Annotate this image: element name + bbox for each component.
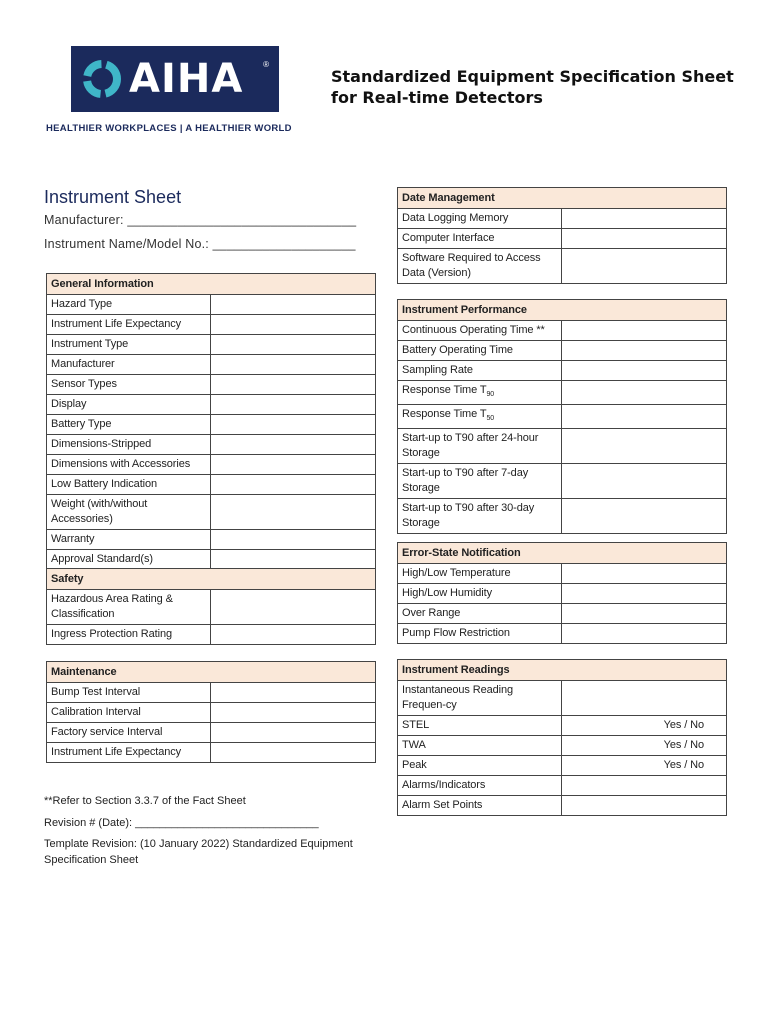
- error-state-heading: Error-State Notification: [398, 543, 727, 564]
- row-label: Low Battery Indication: [47, 475, 211, 495]
- row-label: Weight (with/without Accessories): [47, 495, 211, 530]
- row-label: Software Required to Access Data (Version): [398, 249, 562, 284]
- value-cell[interactable]: [211, 625, 376, 645]
- value-cell[interactable]: [211, 683, 376, 703]
- value-cell[interactable]: [562, 361, 727, 381]
- general-information-table: [46, 273, 376, 570]
- instrument-sheet-title: Instrument Sheet: [44, 187, 182, 207]
- document-title-line2: for Real-time Detectors: [331, 88, 543, 107]
- value-cell[interactable]: [562, 796, 727, 816]
- value-cell[interactable]: [211, 723, 376, 743]
- value-cell[interactable]: [562, 564, 727, 584]
- row-label: Battery Type: [47, 415, 211, 435]
- row-label: Pump Flow Restriction: [398, 624, 562, 644]
- row-label: Factory service Interval: [47, 723, 211, 743]
- value-cell[interactable]: [211, 435, 376, 455]
- value-cell[interactable]: [562, 604, 727, 624]
- row-label: Calibration Interval: [47, 703, 211, 723]
- date-management-heading: Date Management: [398, 188, 727, 209]
- row-label: Data Logging Memory: [398, 209, 562, 229]
- maintenance-heading: Maintenance: [47, 662, 376, 683]
- value-cell[interactable]: [211, 375, 376, 395]
- row-label: Alarm Set Points: [398, 796, 562, 816]
- value-cell[interactable]: [562, 429, 727, 464]
- row-label: Bump Test Interval: [47, 683, 211, 703]
- value-cell[interactable]: [562, 381, 727, 405]
- value-cell[interactable]: [211, 415, 376, 435]
- response-time-t50-subscript: 50: [486, 415, 495, 423]
- instrument-readings-heading: Instrument Readings: [398, 660, 727, 681]
- revision-field[interactable]: Revision # (Date): ______________________________: [44, 817, 319, 829]
- tagline: HEALTHIER WORKPLACES | A HEALTHIER WORLD: [46, 123, 292, 134]
- template-revision: Template Revision: (10 January 2022) Standardized Equipment Specification Sheet: [44, 838, 353, 866]
- row-label: Instrument Type: [47, 335, 211, 355]
- value-cell[interactable]: [562, 681, 727, 716]
- aiha-logo: [71, 46, 279, 112]
- model-field[interactable]: Instrument Name/Model No.: ____________________: [44, 237, 356, 251]
- document-title-line1: Standardized Equipment Specification Sheet: [331, 67, 734, 86]
- value-cell[interactable]: [562, 249, 727, 284]
- row-label: Instrument Life Expectancy: [47, 315, 211, 335]
- value-cell[interactable]: [562, 209, 727, 229]
- row-label: Sampling Rate: [398, 361, 562, 381]
- yes-no-cell[interactable]: Yes / No: [562, 716, 727, 736]
- row-label: Dimensions with Accessories: [47, 455, 211, 475]
- row-label: Ingress Protection Rating: [47, 625, 211, 645]
- value-cell[interactable]: [211, 590, 376, 625]
- response-time-t50-label: [398, 405, 562, 429]
- value-cell[interactable]: [211, 295, 376, 315]
- value-cell[interactable]: [211, 703, 376, 723]
- value-cell[interactable]: [211, 530, 376, 550]
- row-label: Start-up to T90 after 24-hour Storage: [398, 429, 562, 464]
- footnote: **Refer to Section 3.3.7 of the Fact Sheet: [44, 795, 246, 807]
- response-time-t90-text: Response Time T: [402, 384, 487, 396]
- row-label: Continuous Operating Time **: [398, 321, 562, 341]
- value-cell[interactable]: [562, 229, 727, 249]
- general-information-heading: General Information: [47, 274, 376, 295]
- error-state-notification-table: [397, 542, 727, 644]
- value-cell[interactable]: [562, 464, 727, 499]
- value-cell[interactable]: [211, 495, 376, 530]
- row-label: Hazardous Area Rating & Classification: [47, 590, 211, 625]
- row-label: Display: [47, 395, 211, 415]
- value-cell[interactable]: [562, 624, 727, 644]
- value-cell[interactable]: [211, 475, 376, 495]
- safety-table: [46, 568, 376, 645]
- value-cell[interactable]: [211, 315, 376, 335]
- response-time-t90-subscript: 90: [486, 391, 495, 399]
- value-cell[interactable]: [562, 405, 727, 429]
- value-cell[interactable]: [211, 335, 376, 355]
- row-label: STEL: [398, 716, 562, 736]
- row-label: Sensor Types: [47, 375, 211, 395]
- value-cell[interactable]: [211, 355, 376, 375]
- date-management-table: [397, 187, 727, 284]
- value-cell[interactable]: [562, 321, 727, 341]
- maintenance-table: [46, 661, 376, 763]
- row-label: Battery Operating Time: [398, 341, 562, 361]
- instrument-readings-table: [397, 659, 727, 816]
- row-label: High/Low Humidity: [398, 584, 562, 604]
- value-cell[interactable]: [562, 341, 727, 361]
- row-label: Start-up to T90 after 30-day Storage: [398, 499, 562, 534]
- document-title: [331, 66, 741, 108]
- logo-registered-mark: ®: [263, 60, 269, 69]
- row-label: Alarms/Indicators: [398, 776, 562, 796]
- value-cell[interactable]: [211, 395, 376, 415]
- row-label: Hazard Type: [47, 295, 211, 315]
- value-cell[interactable]: [562, 584, 727, 604]
- row-label: Start-up to T90 after 7-day Storage: [398, 464, 562, 499]
- response-time-t90-label: [398, 381, 562, 405]
- value-cell[interactable]: [562, 499, 727, 534]
- aiha-logo-icon: [81, 58, 123, 100]
- yes-no-cell[interactable]: Yes / No: [562, 756, 727, 776]
- safety-heading: Safety: [47, 569, 376, 590]
- value-cell[interactable]: [211, 455, 376, 475]
- row-label: Over Range: [398, 604, 562, 624]
- yes-no-cell[interactable]: Yes / No: [562, 736, 727, 756]
- value-cell[interactable]: [211, 743, 376, 763]
- row-label: Peak: [398, 756, 562, 776]
- response-time-t50-text: Response Time T: [402, 408, 487, 421]
- logo-text: AIHA: [129, 56, 244, 102]
- row-label: Manufacturer: [47, 355, 211, 375]
- row-label: High/Low Temperature: [398, 564, 562, 584]
- row-label: Approval Standard(s): [47, 550, 211, 570]
- row-label: Instrument Life Expectancy: [47, 743, 211, 763]
- value-cell[interactable]: [562, 776, 727, 796]
- manufacturer-field[interactable]: Manufacturer: ________________________________: [44, 213, 357, 227]
- instrument-performance-heading: Instrument Performance: [398, 300, 727, 321]
- value-cell[interactable]: [211, 550, 376, 570]
- row-label: Warranty: [47, 530, 211, 550]
- instrument-performance-table: [397, 299, 727, 534]
- row-label: Instantaneous Reading Frequen-cy: [398, 681, 562, 716]
- row-label: Computer Interface: [398, 229, 562, 249]
- row-label: TWA: [398, 736, 562, 756]
- row-label: Dimensions-Stripped: [47, 435, 211, 455]
